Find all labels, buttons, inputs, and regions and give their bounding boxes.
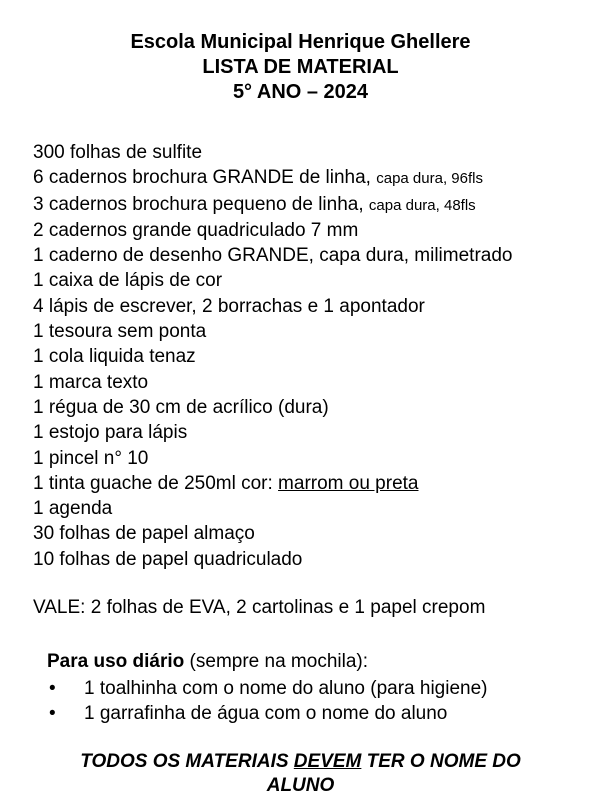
list-item [47,676,488,701]
list-item: 1 caderno de desenho GRANDE, capa dura, milimetrado [33,245,513,267]
item-note: capa dura, 96fls [376,170,483,188]
footer-line-2: ALUNO [266,775,335,796]
daily-item-text: 1 garrafinha de água com o nome do aluno [84,703,448,724]
bullet-icon: • [49,703,56,724]
daily-use-subheading: (sempre na mochila): [184,651,369,672]
footer-emphasis: DEVEM [293,751,362,772]
list-item: 10 folhas de papel quadriculado [33,548,303,570]
list-item: 1 régua de 30 cm de acrílico (dura) [33,396,329,418]
vale-line: VALE: 2 folhas de EVA, 2 cartolinas e 1 papel crepom [33,597,486,618]
item-text: 1 tinta guache de 250ml cor: [33,472,279,494]
list-item: 2 cadernos grande quadriculado 7 mm [33,219,359,241]
list-item: 1 marca texto [33,371,149,393]
document-header [0,30,601,105]
footer-text: TODOS OS MATERIAIS [80,751,294,772]
item-note: capa dura, 48fls [368,196,476,214]
list-item: 1 agenda [33,498,113,520]
grade-year: 5° ANO – 2024 [232,81,369,103]
daily-item-text: 1 toalhinha com o nome do aluno (para higiene) [84,678,488,699]
list-item [47,701,488,726]
list-item [33,471,593,496]
school-name: Escola Municipal Henrique Ghellere [130,31,471,53]
footer-text: TER O NOME DO [361,751,521,772]
list-item [33,192,593,218]
list-item: 30 folhas de papel almaço [33,523,255,545]
item-color-note: marrom ou preta [278,472,419,494]
material-list [33,140,593,572]
footer-notice [0,750,601,798]
footer-line-1 [0,750,601,774]
daily-use-section [47,649,488,726]
list-item: 1 pincel n° 10 [33,447,149,469]
item-text: 6 cadernos brochura GRANDE de linha, [33,167,377,189]
list-item [33,165,593,191]
list-item: 1 cola liquida tenaz [33,346,196,368]
item-text: 3 cadernos brochura pequeno de linha, [33,193,369,215]
bullet-icon: • [49,678,56,699]
daily-use-title [47,649,488,674]
list-title: LISTA DE MATERIAL [202,56,399,78]
daily-use-heading: Para uso diário [47,651,185,672]
list-item: 1 tesoura sem ponta [33,321,207,343]
list-item: 4 lápis de escrever, 2 borrachas e 1 apontador [33,295,425,317]
list-item: 1 caixa de lápis de cor [33,270,223,292]
list-item: 300 folhas de sulfite [33,142,203,163]
list-item: 1 estojo para lápis [33,422,188,444]
daily-use-list [47,676,488,726]
